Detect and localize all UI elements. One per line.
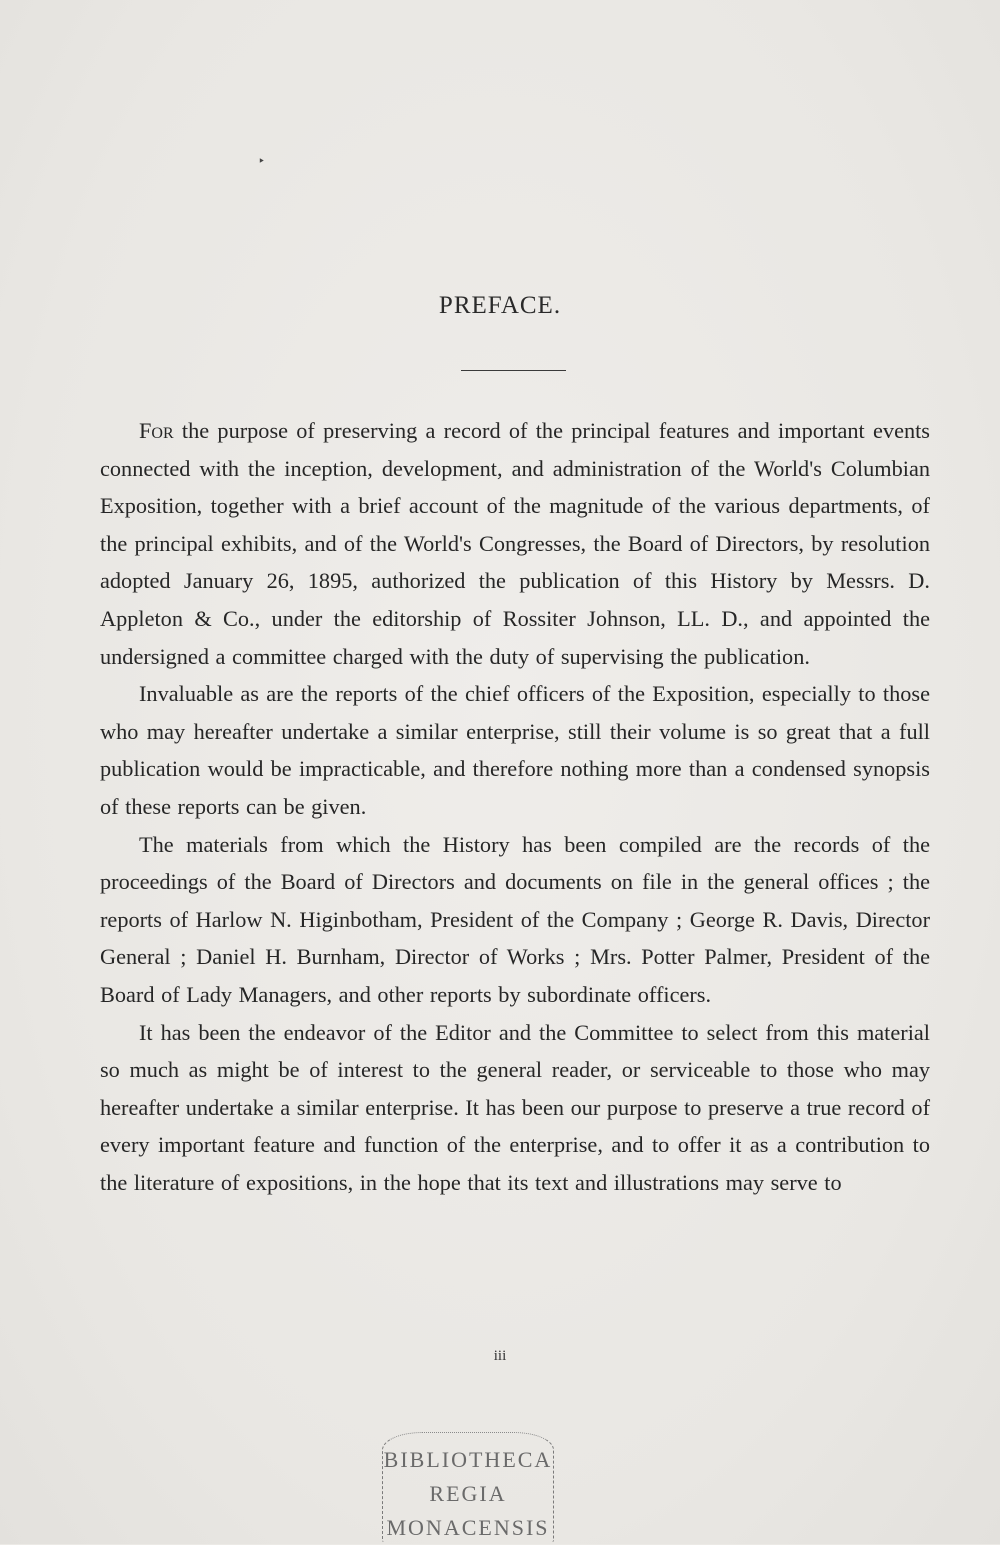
page-title: PREFACE. xyxy=(438,292,562,319)
stamp-line-3: MONACENSIS xyxy=(386,1515,550,1540)
page-number: iii xyxy=(493,1348,507,1364)
stamp-line-1: BIBLIOTHECA xyxy=(383,1447,553,1472)
paragraph-2: Invaluable as are the reports of the chief officers of the Exposition, especially to those who may hereafter undertake a similar enterprise, still their volume is so great that a full publication would be impracticable, and therefore nothing more than a condensed synopsis of these reports can be given. xyxy=(100,681,930,819)
paragraph-3: The materials from which the History has been compiled are the records of the proceedings of the Board of Directors and documents on file in the general offices ; the reports of Harlow N. Higinbotham, President of the Company ; George R. Davis, Director General ; Daniel H. Burnham, Director of Works ; Mrs. Potter Palmer, President of the Board of Lady Managers, and other reports by subordinate officers. xyxy=(100,831,930,1007)
paragraph-1-text: the purpose of preserving a record of the principal features and important events connected with the inception, development, and administration of the World's Columbian Exposition, together with a brief account of the magnitude of the various departments, of the principal exhibits, and of the World's Congresses, the Board of Directors, by resolution adopted January 26, 1895, authorized the publication of this History by Messrs. D. Appleton & Co., under the editorship of Rossiter Johnson, LL. D., and appointed the undersigned a committee charged with the duty of supervising the publication. xyxy=(100,418,930,669)
library-stamp xyxy=(382,1432,554,1542)
title-rule xyxy=(461,370,566,371)
paragraph-1-lead-smallcaps: or xyxy=(151,418,174,443)
preface-body xyxy=(100,412,930,1201)
stamp-line-2: REGIA xyxy=(429,1481,507,1506)
paragraph-1-lead-cap: F xyxy=(139,418,152,443)
paragraph-4: It has been the endeavor of the Editor and the Committee to select from this material so much as might be of interest to the general reader, or serviceable to those who may hereafter undertake a similar enterprise. It has been our purpose to preserve a true record of every important feature and function of the enterprise, and to offer it as a contribution to the literature of expositions, in the hope that its text and illustrations may serve to xyxy=(100,1019,930,1195)
paragraph-1 xyxy=(100,412,930,675)
ink-speck-mark: ‣ xyxy=(258,154,266,168)
